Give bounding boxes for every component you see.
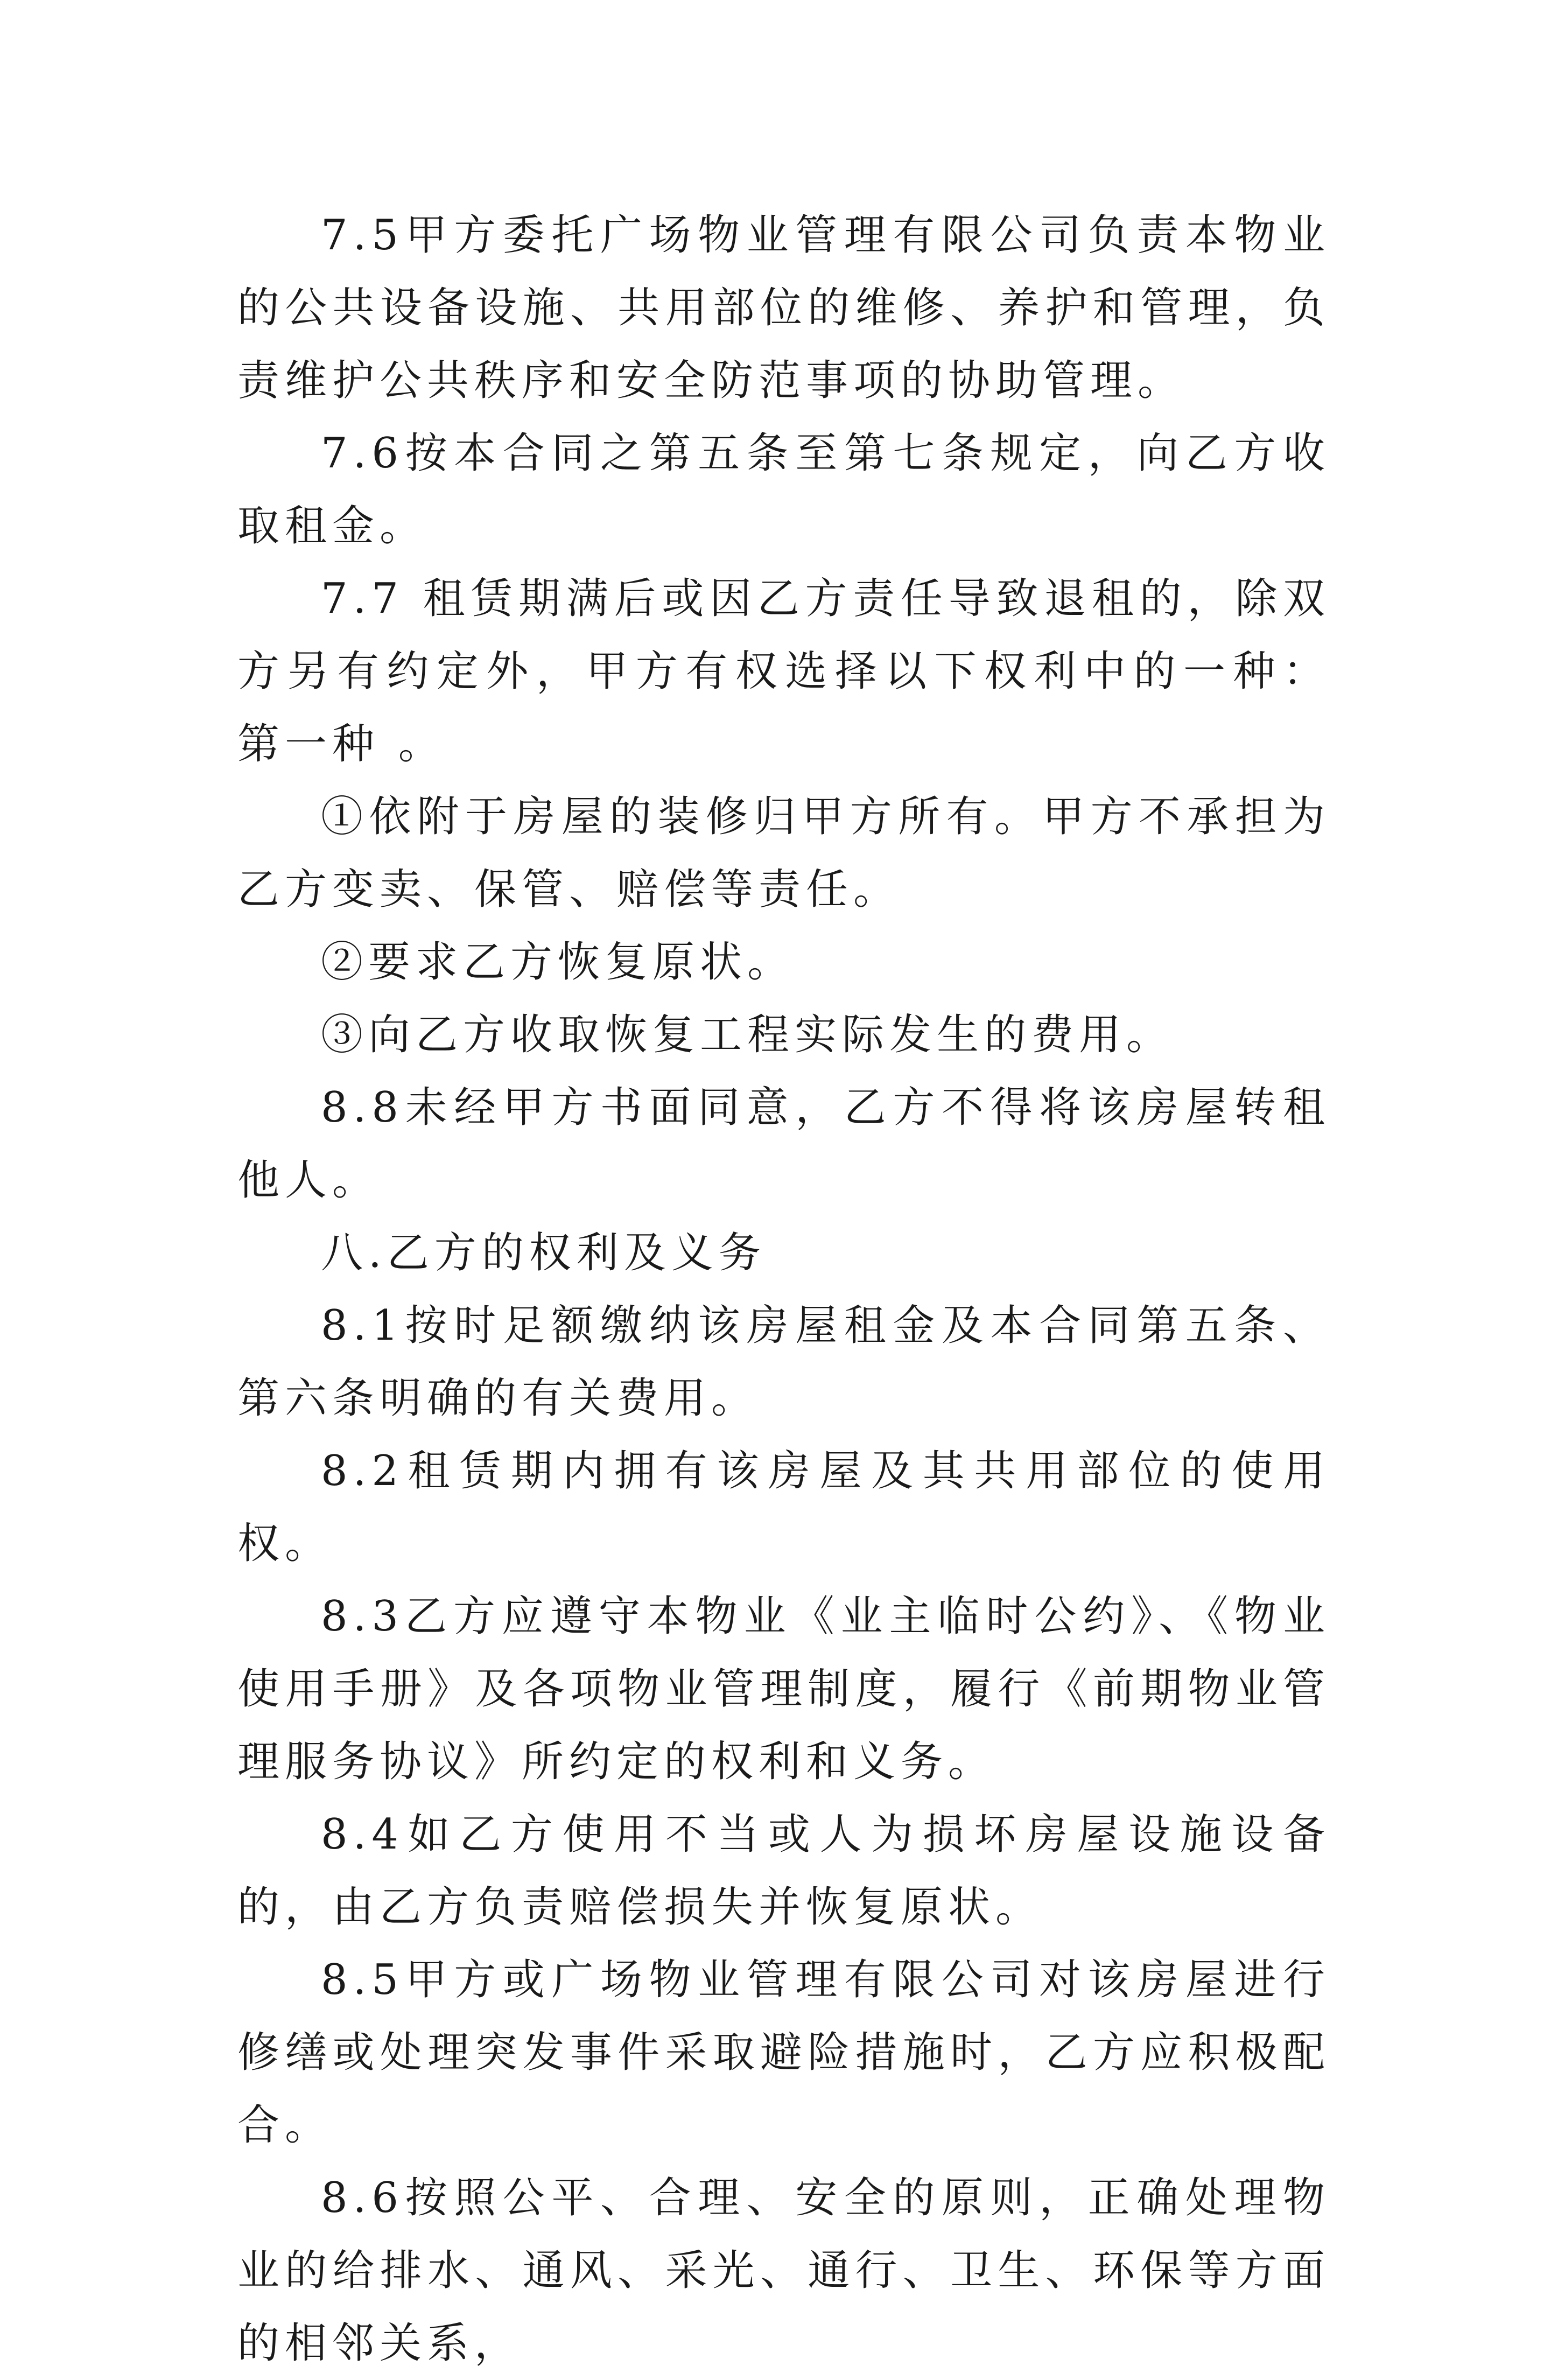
- option-3: ③向乙方收取恢复工程实际发生的费用。: [321, 1011, 1174, 1059]
- clause-7-7: 7.7 租赁期满后或因乙方责任导致退租的，除双方另有约定外，甲方有权选择以下权利中的一种： 第一种 。: [237, 575, 1330, 768]
- clause-8-2: 8.2租赁期内拥有该房屋及其共用部位的使用权。: [237, 1447, 1330, 1568]
- clause-8-4: 8.4如乙方使用不当或人为损坏房屋设施设备的，由乙方负责赔偿损失并恢复原状。: [237, 1810, 1330, 1931]
- section-heading-8: 八.乙方的权利及义务: [321, 1229, 766, 1277]
- clause-8-8: 8.8未经甲方书面同意，乙方不得将该房屋转租他人。: [237, 1083, 1330, 1205]
- clause-8-3: 8.3乙方应遵守本物业《业主临时公约》、《物业使用手册》及各项物业管理制度，履行《前期物业管理服务协议》所约定的权利和义务。: [237, 1592, 1330, 1786]
- clause-8-6: 8.6按照公平、合理、安全的原则，正确处理物业的给排水、通风、采光、通行、卫生、环保等方面的相邻关系，: [237, 2174, 1330, 2368]
- option-2: ②要求乙方恢复原状。: [321, 938, 795, 986]
- clause-7-6: 7.6按本合同之第五条至第七条规定，向乙方收取租金。: [237, 429, 1330, 550]
- clause-8-1: 8.1按时足额缴纳该房屋租金及本合同第五条、第六条明确的有关费用。: [237, 1301, 1330, 1423]
- option-1: ①依附于房屋的装修归甲方所有。甲方不承担为乙方变卖、保管、赔偿等责任。: [237, 793, 1330, 914]
- clause-8-5: 8.5甲方或广场物业管理有限公司对该房屋进行修缮或处理突发事件采取避险措施时，乙方应积极配合。: [237, 1956, 1330, 2150]
- document-body: [237, 199, 1330, 2380]
- clause-7-5: 7.5甲方委托广场物业管理有限公司负责本物业的公共设备设施、共用部位的维修、养护和管理，负责维护公共秩序和安全防范事项的协助管理。: [237, 211, 1330, 405]
